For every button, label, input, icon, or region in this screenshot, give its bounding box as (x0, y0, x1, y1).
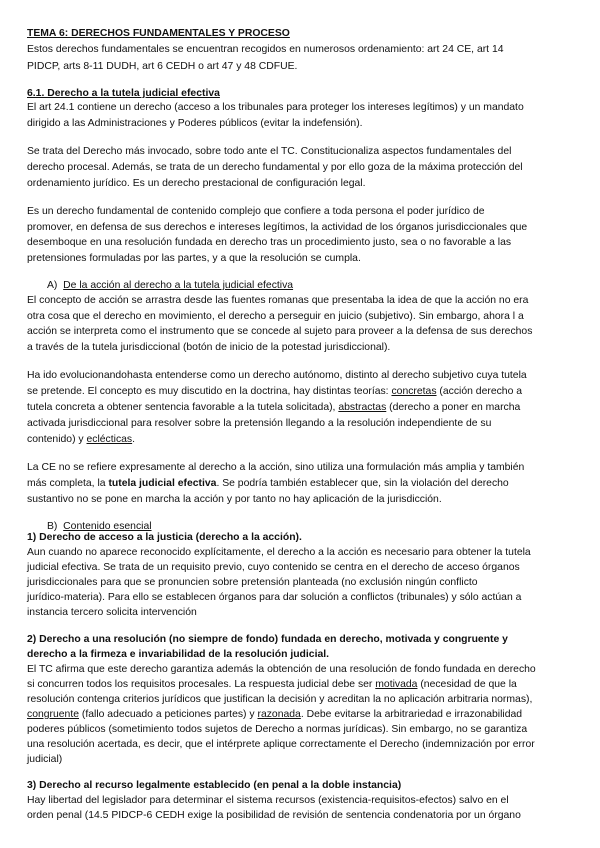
paragraph-line: Aun cuando no aparece reconocido explícitamente, el derecho a la acción es necesario para obtener la tutela (27, 547, 531, 558)
intro-line-2: PIDCP, arts 8-11 DUDH, art 6 CEDH o art 47 y 48 CDFUE. (27, 61, 298, 72)
paragraph-line: judicial) (27, 754, 63, 765)
paragraph-line: La CE no se refiere expresamente al derecho a la acción, sino utiliza una formulación más amplia y también (27, 462, 525, 473)
item-2-heading: 2) Derecho a una resolución (no siempre de fondo) fundada en derecho, motivada y congruente y (27, 634, 508, 645)
subsection-title: De la acción al derecho a la tutela judicial efectiva (63, 280, 294, 291)
paragraph-line: judicial efectiva. Se trata de un requisito previo, cuyo contenido se centra en el derecho de acceso órganos (27, 562, 520, 573)
text-run: más completa, la (27, 478, 109, 489)
text-run: . Se podría también establecer que, sin la violación del derecho (216, 478, 509, 489)
paragraph-line: Ha ido evolucionandohasta entenderse como un derecho autónomo, distinto al derecho subjetivo cuya tutela (27, 370, 527, 381)
text-run: (derecho a poner en marcha (386, 402, 521, 413)
subsection-marker: A) (47, 280, 58, 291)
paragraph-line: promover, en defensa de sus derechos e intereses legítimos, la actividad de los órganos jurisdiccionales que (27, 222, 528, 233)
subsection-title: Contenido esencial (63, 521, 152, 532)
text-run: . (132, 434, 136, 445)
paragraph-line: activada jurisdiccional para resolver sobre la pretensión llegando a la resolución independiente de su (27, 418, 492, 429)
paragraph-line: jurídico-materia). Para ello se establecen órganos para dar solución a conflictos (tribunales) y sólo actúan a (27, 592, 522, 603)
paragraph-line (27, 477, 509, 490)
paragraph-line: otra cosa que el derecho en movimiento, el derecho a perseguir en juicio (subjetivo). Sin embargo, ahora l a (27, 311, 524, 322)
term-concretas: concretas (391, 386, 437, 397)
term-tutela: tutela judicial efectiva (108, 478, 217, 489)
paragraph-line: resolución contenga criterios jurídicos que justifican la decisión y acreditan la no aplicación arbitraria normas), (27, 694, 533, 705)
page-heading: TEMA 6: DERECHOS FUNDAMENTALES Y PROCESO (27, 28, 290, 39)
intro-line-1: Estos derechos fundamentales se encuentran recogidos en numerosos ordenamiento: art 24 CE, art 14 (27, 44, 504, 55)
item-2-heading: derecho a la firmeza e invariabilidad de la resolución judicial. (27, 649, 330, 660)
item-3-heading: 3) Derecho al recurso legalmente establecido (en penal a la doble instancia) (27, 780, 402, 791)
paragraph-line: El concepto de acción se arrastra desde las fuentes romanas que presentaba la idea de que la acción no era (27, 295, 529, 306)
paragraph-line: jurisdiccionales para que se pronuncien sobre pretensión planteada (no exclusión ningún conflicto (27, 577, 478, 588)
term-abstractas: abstractas (338, 402, 387, 413)
text-run: (fallo adecuado a peticiones partes) y (79, 709, 258, 720)
paragraph-line: derecho procesal. Además, se trata de un derecho fundamental y por ello goza de la máxima protección del (27, 162, 523, 173)
paragraph-line: dirigido a las Administraciones y Poderes públicos (evitar la indefensión). (27, 118, 363, 129)
item-1-heading: 1) Derecho de acceso a la justicia (derecho a la acción). (27, 532, 302, 543)
paragraph-line (27, 433, 135, 446)
subsection-a-heading (47, 279, 293, 292)
paragraph-line: El TC afirma que este derecho garantiza además la obtención de una resolución de fondo fundada en derecho (27, 664, 536, 675)
paragraph-line (27, 385, 522, 398)
paragraph-line: Hay libertad del legislador para determinar el sistema recursos (existencia-requisitos-efectos) salvo en el (27, 795, 509, 806)
paragraph-line: acción se interpreta como el instrumento que se concede al sujeto para proveer a la defensa de sus derechos (27, 326, 533, 337)
term-eclecticas: eclécticas (86, 434, 133, 445)
section-6-1-title: 6.1. Derecho a la tutela judicial efectiva (27, 88, 220, 99)
text-run: (necesidad de que la (417, 679, 517, 690)
paragraph-line (27, 678, 517, 691)
paragraph-line: ordenamiento jurídico. Es un derecho prestacional de configuración legal. (27, 178, 366, 189)
text-run: si concurren todos los requisitos procesales. La respuesta judicial debe ser (27, 679, 376, 690)
term-congruente: congruente (27, 709, 79, 720)
text-run: contenido) y (27, 434, 87, 445)
paragraph-line: desemboque en una resolución fundada en derecho tras un procedimiento justo, sea o no favorable a las (27, 237, 512, 248)
paragraph-line: Es un derecho fundamental de contenido complejo que confiere a toda persona el poder jurídico de (27, 206, 485, 217)
paragraph-line: una resolución acertada, es decir, que el intérprete aplique correctamente el Derecho (indemnización por error (27, 739, 535, 750)
paragraph-line: Se trata del Derecho más invocado, sobre todo ante el TC. Constitucionaliza aspectos fundamentales del (27, 146, 512, 157)
paragraph-line: sustantivo no se pone en marcha la acción y por tanto no hay aplicación de la jurisdicción. (27, 494, 442, 505)
paragraph-line (27, 708, 522, 721)
text-run: . Debe evitarse la arbitrariedad e irrazonabilidad (300, 709, 523, 720)
term-motivada: motivada (375, 679, 418, 690)
paragraph-line: El art 24.1 contiene un derecho (acceso a los tribunales para proteger los intereses legítimos) y un mandato (27, 102, 524, 113)
paragraph-line: poderes públicos (sometimiento todos sujetos de Derecho a normas jurídicas). Sin embargo, no se garantiza (27, 724, 528, 735)
paragraph-line: a través de la tutela jurisdiccional (botón de inicio de la potestad jurisdiccional). (27, 342, 391, 353)
subsection-marker: B) (47, 521, 58, 532)
paragraph-line: instancia tercero solicita intervención (27, 607, 197, 618)
paragraph-line (27, 401, 520, 414)
paragraph-line: pretensiones formuladas por las partes, y a que la resolución se cumpla. (27, 253, 361, 264)
term-razonada: razonada (257, 709, 301, 720)
text-run: se pretende. El concepto es muy discutido en la doctrina, hay distintas teorías: (27, 386, 392, 397)
text-run: tutela concreta a obtener sentencia favorable a la tutela solicitada), (27, 402, 339, 413)
paragraph-line: orden penal (14.5 PIDCP-6 CEDH exige la posibilidad de revisión de sentencia condenatoria por un órgano (27, 810, 521, 821)
text-run: (acción derecho a (436, 386, 523, 397)
